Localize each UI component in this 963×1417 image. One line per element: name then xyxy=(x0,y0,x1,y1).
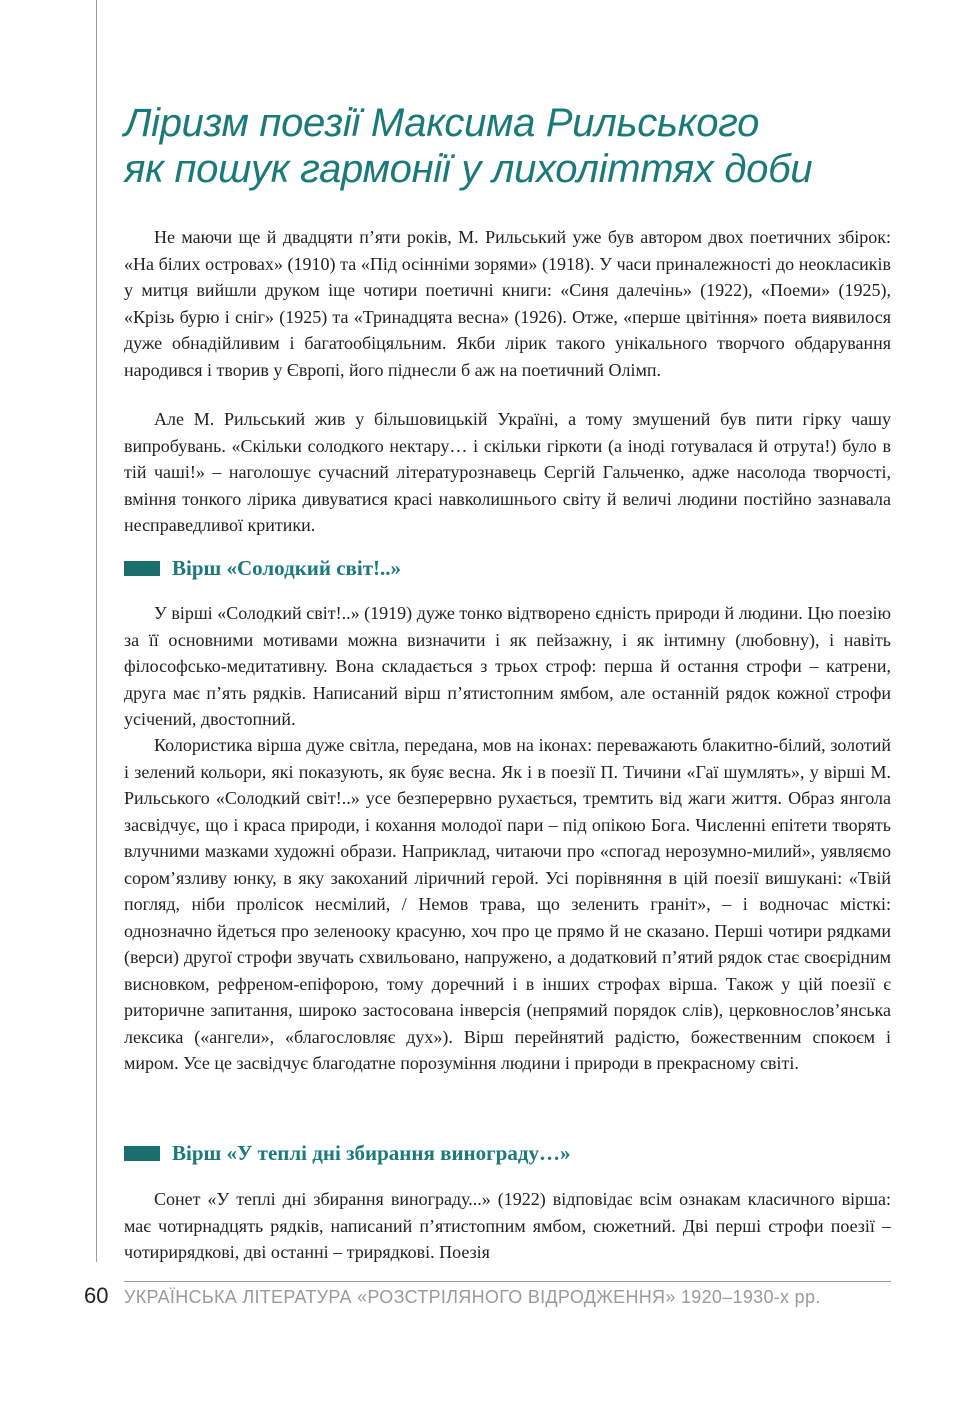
intro-paragraph-1: Не маючи ще й двадцяти п’яти років, М. Рильський уже був автором двох поетичних збірок: «На білих островах» (1910) та «Під осінніми зорями» (1918). У часи приналежності до неокласиків у митця вийшли друком іще чотири поетичні книги: «Синя далечінь» (1922), «Поеми» (1925), «Крізь бурю і сніг» (1925) та «Тринадцята весна» (1926). Отже, «перше цвітіння» поета виявилося дуже обнадійливим і багатообіцяльним. Якби лірик такого унікального творчого обдарування народився і творив у Європі, його піднесли б аж на поетичний Олімп. xyxy=(124,227,891,380)
page-number: 60 xyxy=(84,1283,109,1308)
section-heading-solodkyi-svit xyxy=(124,556,401,581)
section1-paragraph-1: У вірші «Солодкий світ!..» (1919) дуже тонко відтворено єдність природи й людини. Цю поезію за її основними мотивами можна визначити і як пейзажну, і як інтимну (любовну), і навіть філософсько-медитативну. Вона складається з трьох строф: перша й остання строфи – катрени, друга має п’ять рядків. Написаний вірш п’ятистопним ямбом, але останній рядок кожної строфи усічений, двостопний. xyxy=(124,603,891,729)
section2-paragraph-1: Сонет «У теплі дні збирання винограду...» (1922) відповідає всім ознакам класичного вірша: має чотирнадцять рядків, написаний п’ятистопним ямбом, сюжетний. Дві перші строфи поезії – чотирирядкові, дві останні – трирядкові. Поезія xyxy=(124,1189,891,1262)
intro-paragraph-2: Але М. Рильський жив у більшовицькій Україні, а тому змушений був пити гірку чашу випробувань. «Скільки солодкого нектару… і скільки гіркоти (а іноді готувалася й отрута!) було в тій чаші!» – наголошує сучасний літературознавець Сергій Гальченко, адже насолода творчості, вміння тонкого лірика дивуватися красі навколишнього світу й величі людини постійно зазнавала несправедливої критики. xyxy=(124,409,891,535)
section-marker-icon xyxy=(124,1146,160,1161)
section-heading-label: Вірш «Солодкий світ!..» xyxy=(172,556,402,580)
chapter-title-line-2: як пошук гармонії у лихоліттях доби xyxy=(124,147,813,191)
section-heading-u-tepli-dni xyxy=(124,1141,570,1166)
chapter-title-line-1: Ліризм поезії Максима Рильського xyxy=(124,101,760,145)
section1-paragraph-2: Колористика вірша дуже світла, передана, мов на іконах: переважають блакитно-білий, золотий і зелений кольори, які показують, як буяє весна. Як і в поезії П. Тичини «Гаї шумлять», у вірші М. Рильського «Солодкий світ!..» усе безперервно рухається, тремтить від жаги життя. Образ янгола засвідчує, що і краса природи, і кохання молодої пари – під опікою Бога. Численні епітети творять влучними мазками художні образи. Наприклад, читаючи про «спогад нерозумно-милий», уявляємо сором’язливу юнку, в яку закоханий ліричний герой. Усі порівняння в цій поезії вишукані: «Твій погляд, ніби пролісок несмілий, / Немов трава, що зеленить граніт», – і водночас місткі: однозначно йдеться про зеленооку красуню, хоч про це прямо й не сказано. Перші чотири рядками (верси) другої строфи звучать схвильовано, напружено, а додатковий п’ятий рядок стає своєрідним висновком, рефреном-епіфорою, тому доречний і в інших строфах вірша. Також у цій поезії є риторичне запитання, широко застосована інверсія (непрямий порядок слів), церковнослов’янська лексика («ангели», «благословляє дух»). Вірш перейнятий радістю, божественним спокоєм і миром. Усе це засвідчує благодатне порозуміння людини і природи в прекрасному світі. xyxy=(124,735,891,1073)
margin-rule xyxy=(96,0,97,1262)
running-head: УКРАЇНСЬКА ЛІТЕРАТУРА «РОЗСТРІЛЯНОГО ВІДРОДЖЕННЯ» 1920–1930-х рр. xyxy=(124,1287,821,1307)
footer-rule xyxy=(124,1281,891,1282)
section-marker-icon xyxy=(124,561,160,576)
section-heading-label: Вірш «У теплі дні збирання винограду…» xyxy=(172,1141,571,1165)
chapter-title xyxy=(124,100,904,192)
